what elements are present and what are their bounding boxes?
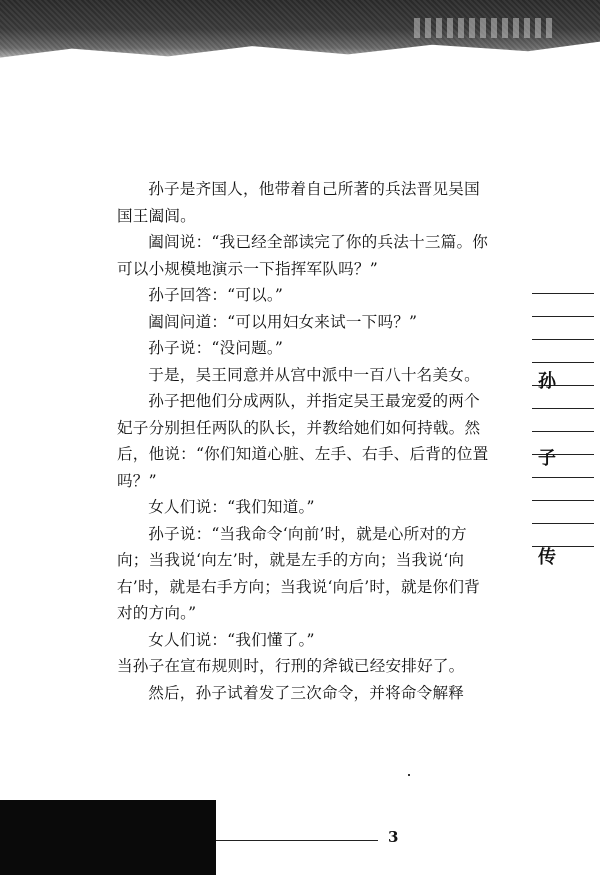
margin-rule — [532, 431, 594, 432]
paragraph: 女人们说：“我们知道。” — [148, 498, 315, 516]
side-title-char: 子 — [538, 448, 556, 469]
paragraph: 阖闾说：“我已经全部读完了你的兵法十三篇。你可以小规模地演示一下指挥军队吗？” — [117, 233, 489, 278]
margin-rule — [532, 500, 594, 501]
paragraph: 当孙子在宣布规则时，行刑的斧钺已经安排好了。 — [117, 657, 465, 675]
paragraph: 然后，孙子试着发了三次命令，并将命令解释 — [148, 683, 465, 702]
margin-rule — [532, 293, 594, 294]
margin-rule — [532, 339, 594, 340]
paragraph: 孙子说：“当我命令‘向前’时，就是心所对的方向；当我说‘向左’时，就是左手的方向；当我说‘向右’时，就是右手方向；当我说‘向后’时，就是你们背对的方向。” — [117, 524, 480, 622]
paragraph: 孙子回答：“可以。” — [148, 286, 284, 304]
print-speck — [408, 774, 410, 776]
page-number: 3 — [388, 828, 399, 846]
paragraph: 孙子是齐国人，他带着自己所著的兵法晋见吴国国王阖闾。 — [117, 180, 480, 225]
header-ornament — [414, 18, 554, 38]
margin-rule — [532, 477, 594, 478]
paragraph: 于是，吴王同意并从宫中派中一百八十名美女。 — [148, 365, 480, 384]
side-title-char: 孙 — [538, 371, 556, 392]
paragraph: 阖闾问道：“可以用妇女来试一下吗？” — [148, 312, 418, 331]
footer-dark-block — [0, 800, 216, 875]
margin-rule — [532, 408, 594, 409]
margin-rule — [532, 316, 594, 317]
paragraph: 孙子把他们分成两队，并指定吴王最宠爱的两个妃子分别担任两队的队长，并教给她们如何持戟。然后，他说：“你们知道心脏、左手、右手、后背的位置吗？” — [117, 392, 489, 490]
margin-rule — [532, 362, 594, 363]
side-title-char: 传 — [538, 547, 556, 568]
body-text — [117, 176, 493, 706]
margin-title-rules — [532, 293, 594, 569]
paragraph: 孙子说：“没问题。” — [148, 339, 284, 357]
paragraph: 女人们说：“我们懂了。” — [148, 630, 315, 649]
footer-rule — [216, 840, 378, 841]
margin-rule — [532, 523, 594, 524]
